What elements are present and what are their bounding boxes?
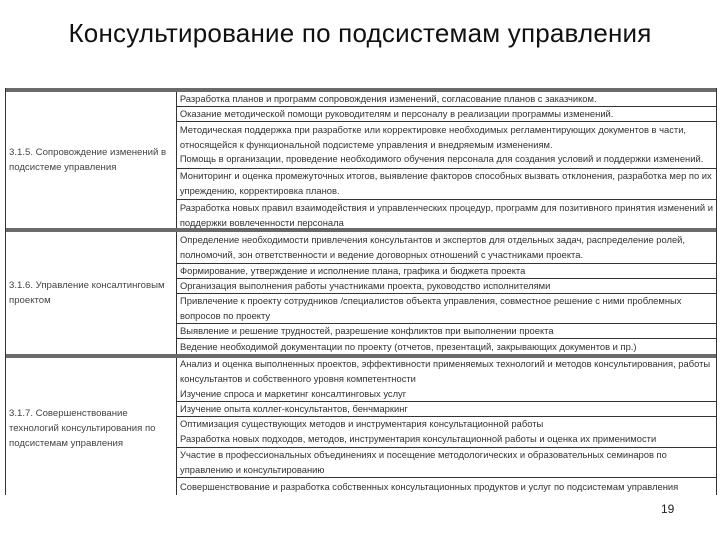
table-row: Определение необходимости привлечения консультантов и экспертов для отдельных задач, распределение ролей, полномочий, зон ответственности и ведение договорных отношений с участниками проекта. — [177, 232, 716, 264]
table-row: Привлечение к проекту сотрудников /специалистов объекта управления, совместное решение с ними проблемных вопросов по проекту — [177, 294, 716, 324]
table-row: Оказание методической помощи руководителям и персоналу в реализации программы изменений. — [177, 107, 716, 122]
table-row: Организация выполнения работы участниками проекта, руководство исполнителями — [177, 279, 716, 294]
table-row: Анализ и оценка выполненных проектов, эффективности применяемых технологий и методов консультирования, работы консультантов и собственного уровня компетентности Изучение спроса и маркетинг консалтинговых услуг — [177, 358, 716, 402]
table-row: Разработка планов и программ сопровождения изменений, согласование планов с заказчиком. — [177, 92, 716, 107]
section-3-1-6 — [6, 232, 716, 354]
page-number: 19 — [661, 502, 675, 516]
slide-title: Консультирование по подсистемам управления — [68, 18, 652, 48]
table-row: Оптимизация существующих методов и инструментария консультационной работы Разработка новых подходов, методов, инструментария консультационной работы и оценка их применимости — [177, 417, 716, 448]
table-row: Изучение опыта коллег-консультантов, бенчмаркинг — [177, 402, 716, 417]
table-row: Совершенствование и разработка собственных консультационных продуктов и услуг по подсистемам управления — [180, 480, 679, 492]
table-row: Методическая поддержка при разработке или корректировке необходимых регламентирующих документов в части, относящейся к функциональной подсистеме управления и внедряемым изменениям. Помощь в организации, проведение необходимого обучения персонала для создания условий и поддержки изменений. — [177, 122, 716, 169]
consulting-table — [5, 88, 717, 495]
table-row: Формирование, утверждение и исполнение плана, графика и бюджета проекта — [177, 264, 716, 279]
section-3-1-7 — [6, 358, 716, 495]
section-label: 3.1.6. Управление консалтинговым проектом — [6, 232, 177, 354]
table-row: Мониторинг и оценка промежуточных итогов, выявление факторов способных вызвать отклонения, разработка мер по их упреждению, корректировка планов. — [177, 169, 716, 200]
section-label: 3.1.5. Сопровождение изменений в подсистеме управления — [6, 92, 177, 228]
section-label: 3.1.7. Совершенствование технологий консультирования по подсистемам управления — [6, 358, 177, 495]
table-row: Участие в профессиональных объединениях и посещение методологических и образовательных семинаров по управлению и консультированию — [177, 448, 716, 478]
table-row: Выявление и решение трудностей, разрешение конфликтов при выполнении проекта — [177, 324, 716, 339]
table-row: Ведение необходимой документации по проекту (отчетов, презентаций, закрывающих документов и пр.) — [180, 340, 637, 352]
section-3-1-5 — [6, 92, 716, 228]
table-row: Разработка новых правил взаимодействия и управленческих процедур, программ для позитивного принятия изменений и поддержки вовлеченности персонала — [179, 201, 713, 228]
